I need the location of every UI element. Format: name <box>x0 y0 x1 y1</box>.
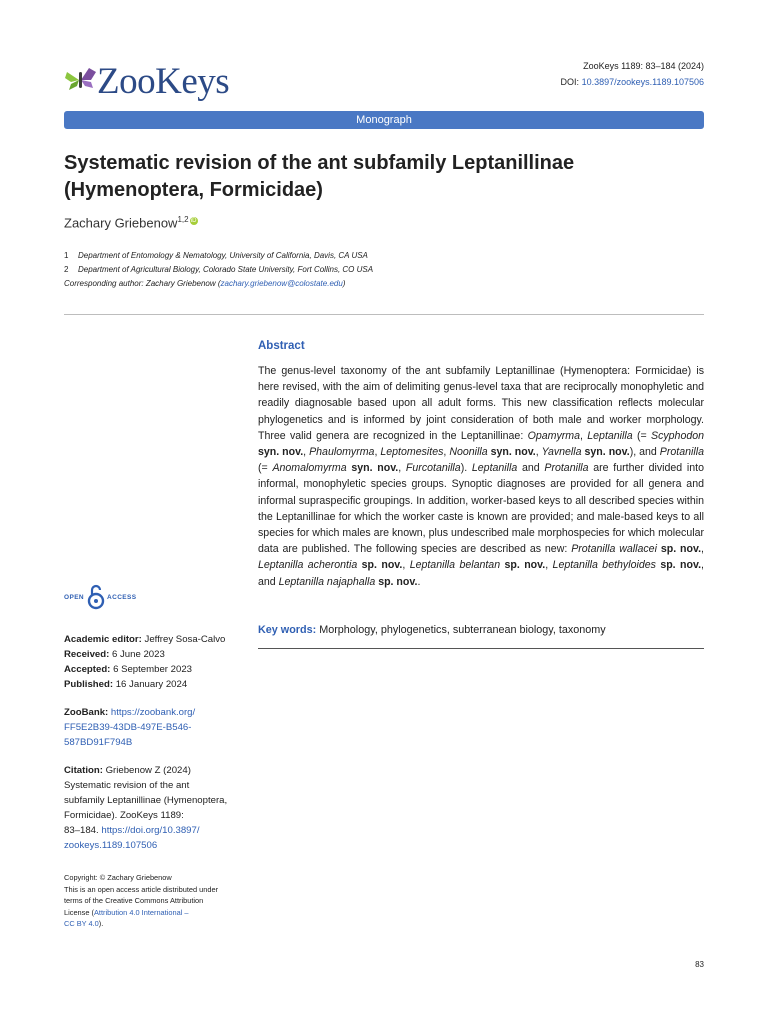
corresponding-author <box>64 277 373 291</box>
genus-name: Opamyrma <box>527 429 580 442</box>
corresponding-email-link[interactable]: zachary.griebenow@colostate.edu <box>220 279 343 288</box>
genus-name: Yavnella <box>541 446 582 459</box>
genus-name: Anomalomyrma <box>272 462 347 475</box>
genus-name: Furcotanilla <box>405 462 461 475</box>
sp-nov: sp. nov. <box>660 543 702 556</box>
genus-name: Scyphodon <box>651 429 705 442</box>
published-date <box>64 677 244 692</box>
genus-name: Leptanilla <box>587 429 633 442</box>
open-lock-icon <box>87 584 105 610</box>
citation-text: Griebenow Z (2024) <box>105 765 191 776</box>
genus-name: Protanilla <box>544 462 589 475</box>
affiliations <box>64 249 373 291</box>
abstract-run: (= <box>632 429 651 442</box>
keywords-text: Morphology, phylogenetics, subterranean biology, taxonomy <box>316 624 606 636</box>
doi-line <box>561 74 704 90</box>
abstract-run: , <box>701 543 704 556</box>
butterfly-icon <box>63 62 99 98</box>
syn-nov: syn. nov. <box>584 446 630 459</box>
editorial-info <box>64 632 244 692</box>
corresponding-prefix: Corresponding author: Zachary Griebenow ( <box>64 279 221 288</box>
author-line <box>64 215 198 230</box>
sp-nov: sp. nov. <box>361 559 403 572</box>
received-date <box>64 647 244 662</box>
author-name: Zachary Griebenow <box>64 215 178 231</box>
abstract-run: are further divided into informal, monophyletic species groups. Synoptic diagnoses are provided for all genera and informal supraspecific groupings. In addition, worker-based keys to all described species within the Leptanillinae for which the worker caste is known are provided; and male-based keys to all species for which males are known, plus undescribed male morphospecies for which molecular data are published. The following species are described as new: <box>258 462 704 556</box>
sp-nov: sp. nov. <box>660 559 702 572</box>
zoobank-link[interactable]: 587BD91F794B <box>64 737 133 748</box>
affiliation-text: Department of Agricultural Biology, Colorado State University, Fort Collins, CO USA <box>78 265 374 274</box>
keywords-label: Key words: <box>258 624 317 636</box>
keywords <box>258 624 606 636</box>
abstract-run: and <box>517 462 545 475</box>
genus-name: Leptomesites <box>380 446 444 459</box>
genus-name: Phaulomyrma <box>309 446 375 459</box>
affiliation-text: Department of Entomology & Nematology, University of California, Davis, CA USA <box>78 251 368 260</box>
citation-doi-link[interactable]: zookeys.1189.107506 <box>64 840 158 851</box>
corresponding-suffix: ) <box>342 279 346 288</box>
zoobank-label: ZooBank: <box>64 707 109 718</box>
abstract-text: The genus-level taxonomy of the ant subfamily Leptanillinae (Hymenoptera: Formicidae) is here revised, with the aim of delimiting genus-level taxa that are reciprocally monophyletic and readily diagnosable based upon all adult forms. This new classification reflects molecular phylogenetics and is informed by joint consideration of both male and worker morphology. Three valid genera are recognized in the Leptanillinae: Opamyrma, Leptanilla (= Scyphodon syn. nov., Phaulomyrma, Leptomesites, Noonilla syn. nov., Yavnella syn. nov.), and Protanilla (= Anomalomyrma syn. nov., Furcotanilla). Leptanilla and Protanilla are further divided into informal, monophyletic species groups. Synoptic diagnoses are provided for all genera and informal supraspecific groupings. In addition, worker-based keys to all described species within the Leptanillinae for which the worker caste is known are provided; and male-based keys to all species for which males are known, plus undescribed male morphospecies for which molecular data are published. The following species are described as new: Protanilla wallacei sp. nov., Leptanilla acherontia sp. nov., Leptanilla belantan sp. nov., Leptanilla bethyloides sp. nov., and Leptanilla najaphalla sp. nov.. <box>258 365 705 588</box>
zoobank-link[interactable]: FF5E2B39-43DB-497E-B546- <box>64 722 192 733</box>
affiliation-2 <box>64 263 373 277</box>
open-access-left: OPEN <box>64 594 85 601</box>
species-name: Leptanilla bethyloides <box>552 559 656 572</box>
accepted-value: 6 September 2023 <box>113 664 193 675</box>
syn-nov: syn. nov. <box>258 446 304 459</box>
zookeys-logo[interactable] <box>63 60 253 104</box>
license-text <box>64 907 244 919</box>
copyright-info <box>64 872 244 930</box>
abstract-run: , <box>303 446 310 459</box>
genus-name: Protanilla <box>659 446 704 459</box>
abstract-run: ). <box>460 462 472 475</box>
species-name: Leptanilla acherontia <box>258 559 358 572</box>
abstract-heading: Abstract <box>258 340 305 352</box>
abstract-run: , <box>443 446 450 459</box>
citation-line <box>64 763 244 778</box>
citation-text: Systematic revision of the ant <box>64 780 190 791</box>
abstract-run: ), and <box>629 446 660 459</box>
copyright-line: Copyright: © Zachary Griebenow <box>64 873 172 882</box>
zoobank-info <box>64 705 244 750</box>
species-name: Leptanilla najaphalla <box>278 575 376 588</box>
author-affil-sup: 1,2 <box>177 215 189 224</box>
open-access-right: ACCESS <box>107 594 137 601</box>
abstract-run: The genus-level taxonomy of the ant subfamily Leptanillinae (Hymenoptera: Formicidae) is here revised, with the aim of delimiting genus-level taxa that are reciprocally monophyletic and readily diagnosable based upon all adult forms. This new classification reflects molecular phylogenetics and is informed by joint consideration of both male and worker morphology. Three valid genera are recognized in the Leptanillinae: <box>258 365 704 442</box>
abstract-run: , <box>374 446 381 459</box>
article-title: Systematic revision of the ant subfamily Leptanillinae (Hymenoptera, Formicidae) <box>64 152 575 201</box>
license-text: ). <box>98 919 104 928</box>
syn-nov: syn. nov. <box>351 462 399 475</box>
citation-text: 83–184. <box>64 825 99 836</box>
citation-doi-link[interactable]: https://doi.org/10.3897/ <box>101 825 200 836</box>
genus-name: Leptanilla <box>471 462 518 475</box>
editor-value: Jeffrey Sosa-Calvo <box>144 634 226 645</box>
species-name: Protanilla wallacei <box>571 543 657 556</box>
logo-wordmark: ZooKeys <box>97 61 230 102</box>
doi-label: DOI: <box>560 77 580 87</box>
license-text: This is an open access article distributed under <box>64 884 219 894</box>
citation-text: subfamily Leptanillinae (Hymenoptera, <box>64 795 228 806</box>
zoobank-link[interactable]: https://zoobank.org/ <box>110 707 196 718</box>
zoobank-line <box>64 705 244 720</box>
editor-label: Academic editor: <box>64 634 142 645</box>
published-value: 16 January 2024 <box>115 679 188 690</box>
page-number: 83 <box>695 960 704 969</box>
abstract-run: . <box>417 575 421 588</box>
abstract-run: , <box>535 446 542 459</box>
divider <box>258 648 704 649</box>
received-value: 6 June 2023 <box>112 649 165 660</box>
sp-nov: sp. nov. <box>504 559 546 572</box>
academic-editor <box>64 632 244 647</box>
journal-meta <box>561 58 704 90</box>
sp-nov: sp. nov. <box>378 575 418 588</box>
license-link[interactable]: Attribution 4.0 International – <box>94 907 189 917</box>
abstract-run: (= <box>258 462 273 475</box>
accepted-label: Accepted: <box>64 664 111 675</box>
orcid-icon[interactable]: iD <box>190 218 197 224</box>
accepted-date <box>64 662 244 677</box>
syn-nov: syn. nov. <box>490 446 536 459</box>
article-type-banner: Monograph <box>64 111 704 129</box>
divider <box>64 314 704 315</box>
doi-link[interactable]: 10.3897/zookeys.1189.107506 <box>581 77 704 87</box>
abstract-run: , <box>579 429 588 442</box>
license-text: License ( <box>64 907 94 917</box>
citation-label: Citation: <box>64 765 103 776</box>
affiliation-number: 1 <box>64 251 69 260</box>
license-text: terms of the Creative Commons Attribution <box>64 896 204 905</box>
license-link[interactable]: CC BY 4.0 <box>64 919 99 928</box>
genus-name: Noonilla <box>449 446 488 459</box>
license-text <box>64 918 244 930</box>
published-label: Published: <box>64 679 114 690</box>
affiliation-1 <box>64 249 373 263</box>
citation-info <box>64 763 244 853</box>
open-access-badge[interactable] <box>64 584 144 610</box>
citation-text: Formicidae). ZooKeys 1189: <box>64 810 184 821</box>
affiliation-number: 2 <box>64 265 69 274</box>
citation-line: ZooKeys 1189: 83–184 (2024) <box>583 61 704 71</box>
abstract-run: , <box>398 462 406 475</box>
received-label: Received: <box>64 649 110 660</box>
abstract-run: , <box>545 559 553 572</box>
abstract-run: , <box>402 559 410 572</box>
citation-line <box>64 823 244 838</box>
species-name: Leptanilla belantan <box>409 559 501 572</box>
